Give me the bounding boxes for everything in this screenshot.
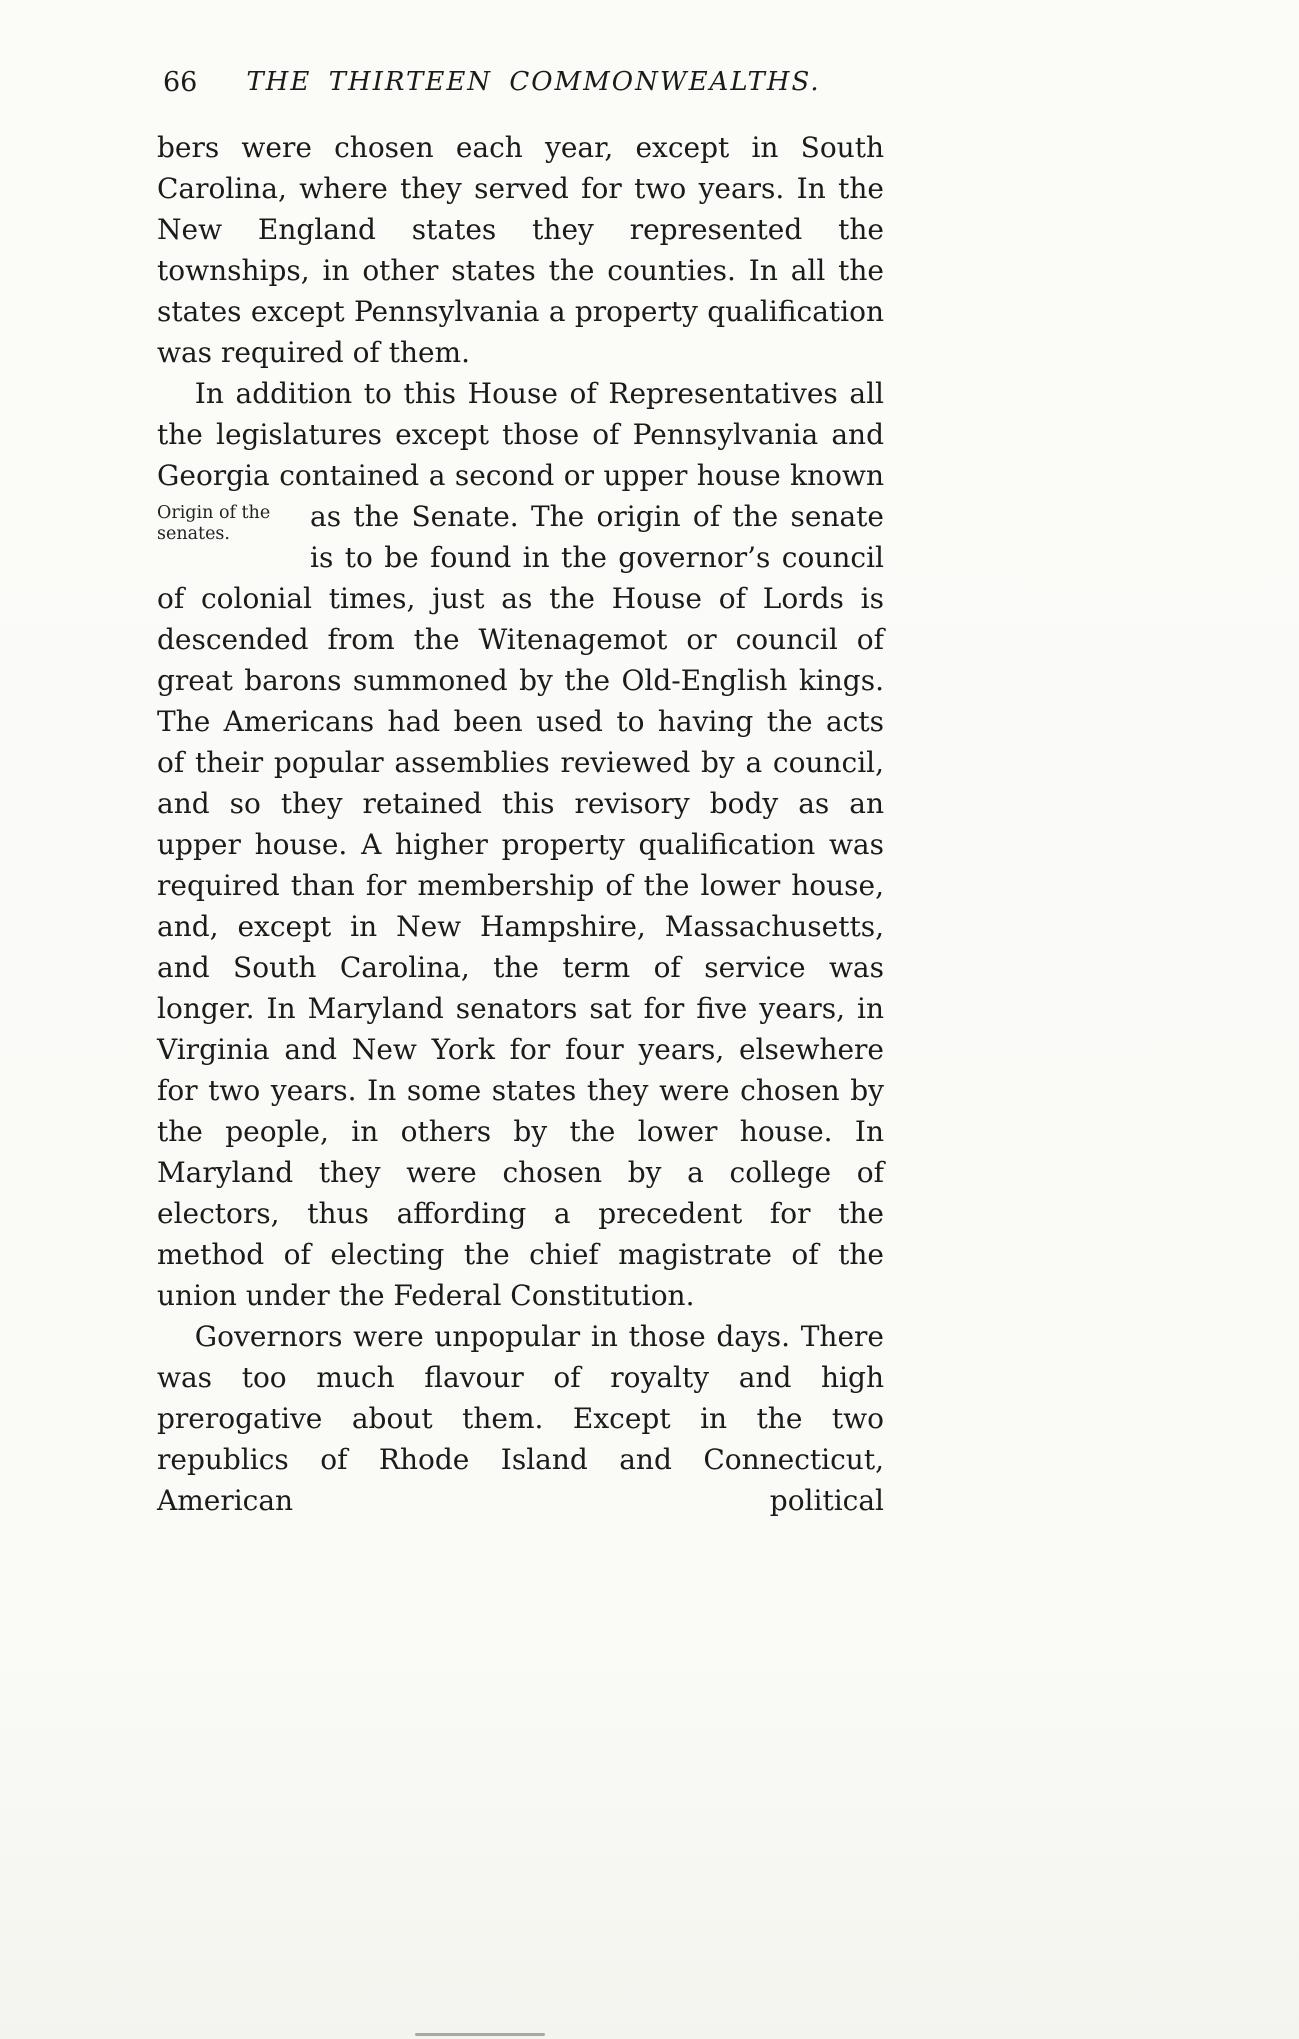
- paragraph-continuation: bers were chosen each year, except in South Carolina, where they served for two years. In the New England states they represented the townships, in other states the counties. In all the states except Pennsylvania a property qualification was required of them.: [157, 131, 884, 369]
- page-number: 66: [163, 67, 198, 98]
- page-text: [157, 127, 884, 1521]
- margin-note: Origin of the senates.: [157, 503, 271, 544]
- page-header: [157, 64, 884, 106]
- paragraph-with-sidenote: [157, 496, 884, 578]
- scan-artifact: [415, 2033, 545, 2036]
- paragraph-beside-sidenote: as the Senate. The origin of the senate is to be found in the governor’s council: [310, 500, 884, 574]
- paragraph-governors: Governors were unpopular in those days. There was too much flavour of royalty and high prerogative about them. Except in the two republics of Rhode Island and Connecticut, American political: [157, 1320, 884, 1517]
- paragraph-senate-intro: In addition to this House of Representatives all the legislatures except those of Pennsylvania and Georgia contained a second or upper house known: [157, 377, 884, 492]
- paragraph-senate-continued: of colonial times, just as the House of Lords is descended from the Witenagemot or council of great barons summoned by the Old-English kings. The Americans had been used to having the acts of their popular assemblies reviewed by a council, and so they retained this revisory body as an upper house. A higher property qualification was required than for membership of the lower house, and, except in New Hampshire, Massachusetts, and South Carolina, the term of service was longer. In Maryland senators sat for five years, in Virginia and New York for four years, elsewhere for two years. In some states they were chosen by the people, in others by the lower house. In Maryland they were chosen by a college of electors, thus affording a precedent for the method of electing the chief magistrate of the union under the Federal Constitution.: [157, 582, 884, 1312]
- running-title: THE THIRTEEN COMMONWEALTHS.: [246, 67, 821, 97]
